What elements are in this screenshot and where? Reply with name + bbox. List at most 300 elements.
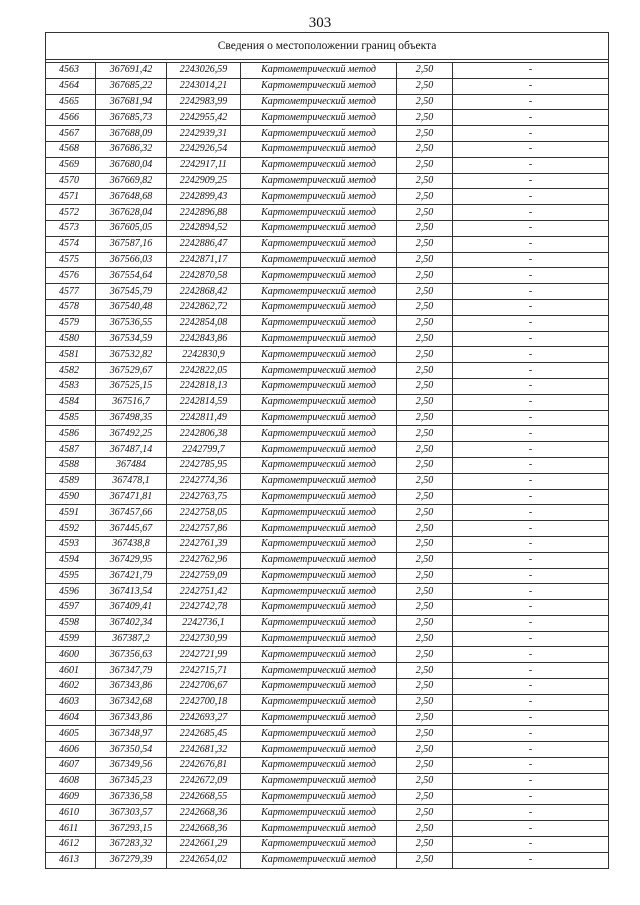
accuracy-cell: 2,50 [397, 141, 453, 157]
accuracy-cell: 2,50 [397, 536, 453, 552]
method-cell: Картометрический метод [241, 821, 397, 837]
accuracy-cell: 2,50 [397, 426, 453, 442]
coordinate-x-cell: 367587,16 [96, 236, 167, 252]
table-row [46, 647, 609, 663]
table-row [46, 805, 609, 821]
coordinate-x-cell: 367279,39 [96, 852, 167, 868]
coordinate-y-cell: 2242681,32 [167, 742, 241, 758]
note-cell: - [453, 442, 609, 458]
point-number-cell: 4608 [46, 773, 96, 789]
coordinate-y-cell: 2242668,55 [167, 789, 241, 805]
coordinate-y-cell: 2242751,42 [167, 584, 241, 600]
coordinate-y-cell: 2242909,25 [167, 173, 241, 189]
note-cell: - [453, 600, 609, 616]
method-cell: Картометрический метод [241, 205, 397, 221]
note-cell: - [453, 631, 609, 647]
method-cell: Картометрический метод [241, 773, 397, 789]
point-number-cell: 4568 [46, 141, 96, 157]
accuracy-cell: 2,50 [397, 505, 453, 521]
accuracy-cell: 2,50 [397, 394, 453, 410]
note-cell: - [453, 63, 609, 79]
method-cell: Картометрический метод [241, 789, 397, 805]
coordinate-y-cell: 2242917,11 [167, 157, 241, 173]
coordinate-x-cell: 367342,68 [96, 694, 167, 710]
coordinate-y-cell: 2242830,9 [167, 347, 241, 363]
note-cell: - [453, 694, 609, 710]
point-number-cell: 4570 [46, 173, 96, 189]
table-row [46, 552, 609, 568]
coordinate-x-cell: 367487,14 [96, 442, 167, 458]
method-cell: Картометрический метод [241, 536, 397, 552]
coordinate-x-cell: 367525,15 [96, 378, 167, 394]
point-number-cell: 4598 [46, 615, 96, 631]
point-number-cell: 4602 [46, 679, 96, 695]
point-number-cell: 4612 [46, 837, 96, 853]
method-cell: Картометрический метод [241, 63, 397, 79]
accuracy-cell: 2,50 [397, 773, 453, 789]
coordinate-y-cell: 2242715,71 [167, 663, 241, 679]
note-cell: - [453, 489, 609, 505]
accuracy-cell: 2,50 [397, 173, 453, 189]
table-row [46, 173, 609, 189]
coordinate-x-cell: 367628,04 [96, 205, 167, 221]
accuracy-cell: 2,50 [397, 410, 453, 426]
coordinate-x-cell: 367421,79 [96, 568, 167, 584]
table-row [46, 63, 609, 79]
point-number-cell: 4590 [46, 489, 96, 505]
point-number-cell: 4571 [46, 189, 96, 205]
table-row [46, 236, 609, 252]
point-number-cell: 4589 [46, 473, 96, 489]
method-cell: Картометрический метод [241, 489, 397, 505]
coordinate-x-cell: 367680,04 [96, 157, 167, 173]
coordinate-y-cell: 2242668,36 [167, 805, 241, 821]
point-number-cell: 4595 [46, 568, 96, 584]
table-row [46, 347, 609, 363]
point-number-cell: 4578 [46, 299, 96, 315]
point-number-cell: 4581 [46, 347, 96, 363]
table-row [46, 600, 609, 616]
method-cell: Картометрический метод [241, 505, 397, 521]
table-row [46, 94, 609, 110]
coordinate-y-cell: 2242926,54 [167, 141, 241, 157]
note-cell: - [453, 299, 609, 315]
method-cell: Картометрический метод [241, 299, 397, 315]
point-number-cell: 4592 [46, 521, 96, 537]
coordinate-y-cell: 2242693,27 [167, 710, 241, 726]
coordinate-y-cell: 2242871,17 [167, 252, 241, 268]
point-number-cell: 4563 [46, 63, 96, 79]
accuracy-cell: 2,50 [397, 789, 453, 805]
accuracy-cell: 2,50 [397, 568, 453, 584]
table-row [46, 694, 609, 710]
coordinate-x-cell: 367343,86 [96, 710, 167, 726]
table-row [46, 568, 609, 584]
note-cell: - [453, 426, 609, 442]
accuracy-cell: 2,50 [397, 584, 453, 600]
coordinate-y-cell: 2242886,47 [167, 236, 241, 252]
table-row [46, 457, 609, 473]
table-row [46, 141, 609, 157]
note-cell: - [453, 742, 609, 758]
point-number-cell: 4567 [46, 126, 96, 142]
coordinate-y-cell: 2242730,99 [167, 631, 241, 647]
table-row [46, 473, 609, 489]
point-number-cell: 4586 [46, 426, 96, 442]
method-cell: Картометрический метод [241, 141, 397, 157]
method-cell: Картометрический метод [241, 758, 397, 774]
coordinate-x-cell: 367457,66 [96, 505, 167, 521]
coordinate-x-cell: 367691,42 [96, 63, 167, 79]
table-row [46, 663, 609, 679]
boundary-coordinates-table [45, 32, 609, 869]
coordinate-y-cell: 2242814,59 [167, 394, 241, 410]
note-cell: - [453, 457, 609, 473]
point-number-cell: 4572 [46, 205, 96, 221]
coordinate-x-cell: 367688,09 [96, 126, 167, 142]
coordinate-x-cell: 367532,82 [96, 347, 167, 363]
method-cell: Картометрический метод [241, 600, 397, 616]
accuracy-cell: 2,50 [397, 489, 453, 505]
accuracy-cell: 2,50 [397, 521, 453, 537]
table-row [46, 394, 609, 410]
coordinate-x-cell: 367343,86 [96, 679, 167, 695]
table-row [46, 363, 609, 379]
coordinate-y-cell: 2242899,43 [167, 189, 241, 205]
coordinate-y-cell: 2242706,67 [167, 679, 241, 695]
method-cell: Картометрический метод [241, 694, 397, 710]
coordinate-x-cell: 367293,15 [96, 821, 167, 837]
coordinate-x-cell: 367686,32 [96, 141, 167, 157]
note-cell: - [453, 710, 609, 726]
coordinate-y-cell: 2242799,7 [167, 442, 241, 458]
point-number-cell: 4580 [46, 331, 96, 347]
table-row [46, 220, 609, 236]
method-cell: Картометрический метод [241, 426, 397, 442]
method-cell: Картометрический метод [241, 805, 397, 821]
accuracy-cell: 2,50 [397, 315, 453, 331]
coordinate-x-cell: 367345,23 [96, 773, 167, 789]
coordinate-y-cell: 2242758,05 [167, 505, 241, 521]
note-cell: - [453, 584, 609, 600]
table-row [46, 837, 609, 853]
point-number-cell: 4566 [46, 110, 96, 126]
coordinate-x-cell: 367529,67 [96, 363, 167, 379]
table-row [46, 710, 609, 726]
note-cell: - [453, 157, 609, 173]
point-number-cell: 4609 [46, 789, 96, 805]
coordinate-y-cell: 2243014,21 [167, 78, 241, 94]
note-cell: - [453, 78, 609, 94]
accuracy-cell: 2,50 [397, 331, 453, 347]
coordinate-y-cell: 2242894,52 [167, 220, 241, 236]
coordinate-y-cell: 2242668,36 [167, 821, 241, 837]
note-cell: - [453, 110, 609, 126]
note-cell: - [453, 473, 609, 489]
method-cell: Картометрический метод [241, 679, 397, 695]
coordinate-y-cell: 2242806,38 [167, 426, 241, 442]
accuracy-cell: 2,50 [397, 647, 453, 663]
table-row [46, 268, 609, 284]
accuracy-cell: 2,50 [397, 758, 453, 774]
note-cell: - [453, 126, 609, 142]
coordinate-y-cell: 2242822,05 [167, 363, 241, 379]
accuracy-cell: 2,50 [397, 694, 453, 710]
note-cell: - [453, 331, 609, 347]
table-row [46, 189, 609, 205]
table-row [46, 378, 609, 394]
coordinate-y-cell: 2242721,99 [167, 647, 241, 663]
coordinate-y-cell: 2242700,18 [167, 694, 241, 710]
accuracy-cell: 2,50 [397, 679, 453, 695]
coordinate-y-cell: 2242939,31 [167, 126, 241, 142]
accuracy-cell: 2,50 [397, 742, 453, 758]
accuracy-cell: 2,50 [397, 189, 453, 205]
coordinate-x-cell: 367349,56 [96, 758, 167, 774]
table-row [46, 299, 609, 315]
method-cell: Картометрический метод [241, 410, 397, 426]
accuracy-cell: 2,50 [397, 252, 453, 268]
point-number-cell: 4606 [46, 742, 96, 758]
accuracy-cell: 2,50 [397, 821, 453, 837]
note-cell: - [453, 726, 609, 742]
accuracy-cell: 2,50 [397, 600, 453, 616]
coordinate-x-cell: 367429,95 [96, 552, 167, 568]
note-cell: - [453, 837, 609, 853]
point-number-cell: 4613 [46, 852, 96, 868]
method-cell: Картометрический метод [241, 331, 397, 347]
point-number-cell: 4576 [46, 268, 96, 284]
method-cell: Картометрический метод [241, 220, 397, 236]
coordinate-x-cell: 367478,1 [96, 473, 167, 489]
note-cell: - [453, 189, 609, 205]
table-caption-row [46, 33, 609, 60]
accuracy-cell: 2,50 [397, 284, 453, 300]
method-cell: Картометрический метод [241, 663, 397, 679]
note-cell: - [453, 805, 609, 821]
method-cell: Картометрический метод [241, 268, 397, 284]
accuracy-cell: 2,50 [397, 378, 453, 394]
accuracy-cell: 2,50 [397, 663, 453, 679]
note-cell: - [453, 521, 609, 537]
coordinate-y-cell: 2242811,49 [167, 410, 241, 426]
coordinate-y-cell: 2242763,75 [167, 489, 241, 505]
accuracy-cell: 2,50 [397, 631, 453, 647]
point-number-cell: 4575 [46, 252, 96, 268]
method-cell: Картометрический метод [241, 284, 397, 300]
point-number-cell: 4565 [46, 94, 96, 110]
coordinate-y-cell: 2243026,59 [167, 63, 241, 79]
coordinate-y-cell: 2242685,45 [167, 726, 241, 742]
table-row [46, 442, 609, 458]
note-cell: - [453, 394, 609, 410]
point-number-cell: 4596 [46, 584, 96, 600]
method-cell: Картометрический метод [241, 94, 397, 110]
coordinate-x-cell: 367669,82 [96, 173, 167, 189]
method-cell: Картометрический метод [241, 837, 397, 853]
coordinate-y-cell: 2242774,36 [167, 473, 241, 489]
table-row [46, 331, 609, 347]
note-cell: - [453, 236, 609, 252]
note-cell: - [453, 94, 609, 110]
page-number: 303 [308, 15, 332, 31]
method-cell: Картометрический метод [241, 126, 397, 142]
point-number-cell: 4569 [46, 157, 96, 173]
coordinate-x-cell: 367350,54 [96, 742, 167, 758]
table-row [46, 789, 609, 805]
note-cell: - [453, 615, 609, 631]
method-cell: Картометрический метод [241, 552, 397, 568]
method-cell: Картометрический метод [241, 347, 397, 363]
coordinate-y-cell: 2242661,29 [167, 837, 241, 853]
method-cell: Картометрический метод [241, 631, 397, 647]
accuracy-cell: 2,50 [397, 236, 453, 252]
table-row [46, 126, 609, 142]
note-cell: - [453, 789, 609, 805]
coordinate-x-cell: 367498,35 [96, 410, 167, 426]
coordinate-x-cell: 367445,67 [96, 521, 167, 537]
note-cell: - [453, 773, 609, 789]
coordinate-x-cell: 367554,64 [96, 268, 167, 284]
table-row [46, 758, 609, 774]
coordinate-x-cell: 367336,58 [96, 789, 167, 805]
note-cell: - [453, 852, 609, 868]
table-row [46, 726, 609, 742]
coordinate-y-cell: 2242757,86 [167, 521, 241, 537]
accuracy-cell: 2,50 [397, 473, 453, 489]
method-cell: Картометрический метод [241, 236, 397, 252]
point-number-cell: 4599 [46, 631, 96, 647]
table-row [46, 631, 609, 647]
point-number-cell: 4585 [46, 410, 96, 426]
note-cell: - [453, 220, 609, 236]
note-cell: - [453, 173, 609, 189]
table-row [46, 157, 609, 173]
point-number-cell: 4605 [46, 726, 96, 742]
accuracy-cell: 2,50 [397, 363, 453, 379]
note-cell: - [453, 347, 609, 363]
point-number-cell: 4583 [46, 378, 96, 394]
table-row [46, 536, 609, 552]
coordinate-y-cell: 2242843,86 [167, 331, 241, 347]
accuracy-cell: 2,50 [397, 615, 453, 631]
coordinate-x-cell: 367536,55 [96, 315, 167, 331]
coordinate-y-cell: 2242870,58 [167, 268, 241, 284]
coordinate-x-cell: 367409,41 [96, 600, 167, 616]
accuracy-cell: 2,50 [397, 299, 453, 315]
table-row [46, 110, 609, 126]
coordinate-x-cell: 367471,81 [96, 489, 167, 505]
accuracy-cell: 2,50 [397, 63, 453, 79]
coordinate-x-cell: 367605,05 [96, 220, 167, 236]
method-cell: Картометрический метод [241, 457, 397, 473]
accuracy-cell: 2,50 [397, 94, 453, 110]
coordinate-x-cell: 367566,03 [96, 252, 167, 268]
note-cell: - [453, 679, 609, 695]
table-caption: Сведения о местоположении границ объекта [46, 33, 609, 60]
point-number-cell: 4600 [46, 647, 96, 663]
coordinate-x-cell: 367492,25 [96, 426, 167, 442]
point-number-cell: 4594 [46, 552, 96, 568]
accuracy-cell: 2,50 [397, 805, 453, 821]
note-cell: - [453, 552, 609, 568]
method-cell: Картометрический метод [241, 852, 397, 868]
coordinate-y-cell: 2242983,99 [167, 94, 241, 110]
coordinate-y-cell: 2242762,96 [167, 552, 241, 568]
coordinate-y-cell: 2242736,1 [167, 615, 241, 631]
method-cell: Картометрический метод [241, 710, 397, 726]
coordinate-x-cell: 367348,97 [96, 726, 167, 742]
note-cell: - [453, 141, 609, 157]
point-number-cell: 4577 [46, 284, 96, 300]
table-row [46, 426, 609, 442]
note-cell: - [453, 663, 609, 679]
note-cell: - [453, 410, 609, 426]
method-cell: Картометрический метод [241, 157, 397, 173]
method-cell: Картометрический метод [241, 378, 397, 394]
method-cell: Картометрический метод [241, 173, 397, 189]
coordinate-x-cell: 367283,32 [96, 837, 167, 853]
coordinate-y-cell: 2242761,39 [167, 536, 241, 552]
method-cell: Картометрический метод [241, 394, 397, 410]
method-cell: Картометрический метод [241, 615, 397, 631]
method-cell: Картометрический метод [241, 252, 397, 268]
table-row [46, 584, 609, 600]
note-cell: - [453, 252, 609, 268]
point-number-cell: 4564 [46, 78, 96, 94]
method-cell: Картометрический метод [241, 78, 397, 94]
coordinate-y-cell: 2242854,08 [167, 315, 241, 331]
method-cell: Картометрический метод [241, 647, 397, 663]
table-row [46, 852, 609, 868]
point-number-cell: 4611 [46, 821, 96, 837]
accuracy-cell: 2,50 [397, 78, 453, 94]
note-cell: - [453, 568, 609, 584]
note-cell: - [453, 268, 609, 284]
point-number-cell: 4582 [46, 363, 96, 379]
coordinate-x-cell: 367402,34 [96, 615, 167, 631]
coordinate-y-cell: 2242818,13 [167, 378, 241, 394]
table-row [46, 252, 609, 268]
coordinate-x-cell: 367438,8 [96, 536, 167, 552]
point-number-cell: 4610 [46, 805, 96, 821]
point-number-cell: 4588 [46, 457, 96, 473]
accuracy-cell: 2,50 [397, 347, 453, 363]
table-row [46, 679, 609, 695]
coordinate-x-cell: 367685,22 [96, 78, 167, 94]
coordinate-x-cell: 367413,54 [96, 584, 167, 600]
method-cell: Картометрический метод [241, 726, 397, 742]
coordinate-y-cell: 2242676,81 [167, 758, 241, 774]
accuracy-cell: 2,50 [397, 268, 453, 284]
method-cell: Картометрический метод [241, 442, 397, 458]
coordinate-y-cell: 2242654,02 [167, 852, 241, 868]
table-row [46, 742, 609, 758]
coordinate-x-cell: 367534,59 [96, 331, 167, 347]
accuracy-cell: 2,50 [397, 157, 453, 173]
accuracy-cell: 2,50 [397, 110, 453, 126]
accuracy-cell: 2,50 [397, 837, 453, 853]
coordinate-x-cell: 367540,48 [96, 299, 167, 315]
coordinate-y-cell: 2242742,78 [167, 600, 241, 616]
point-number-cell: 4604 [46, 710, 96, 726]
accuracy-cell: 2,50 [397, 852, 453, 868]
point-number-cell: 4579 [46, 315, 96, 331]
point-number-cell: 4597 [46, 600, 96, 616]
method-cell: Картометрический метод [241, 189, 397, 205]
point-number-cell: 4601 [46, 663, 96, 679]
coordinate-y-cell: 2242759,09 [167, 568, 241, 584]
